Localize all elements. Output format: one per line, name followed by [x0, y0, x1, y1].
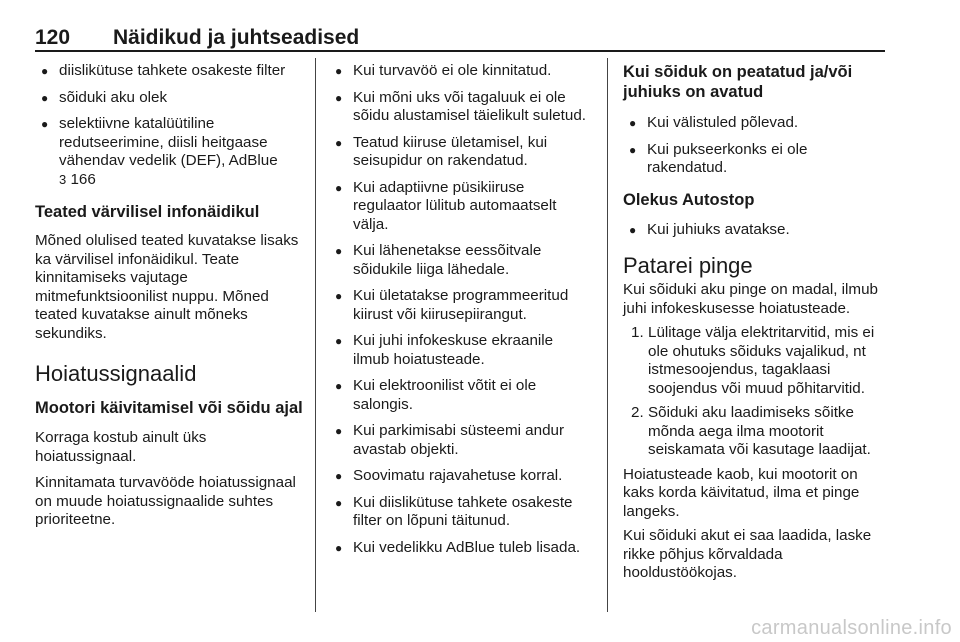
- list-item: [623, 404, 887, 460]
- list-item: [329, 332, 591, 369]
- list-item-text: Kui adaptiivne püsikiiruse regulaator lülitub automaatselt välja.: [353, 178, 557, 233]
- list-item-text: Kui vedelikku AdBlue tuleb lisada.: [353, 538, 581, 556]
- paragraph-message-disappears: Hoiatusteade kaob, kui mootorit on kaks korda käivitatud, ilma et pinge langeks.: [623, 465, 860, 520]
- list-item: [329, 242, 591, 279]
- bullet-icon: ●: [335, 495, 343, 510]
- column-1: [35, 62, 303, 530]
- list-item-text: Sõiduki aku laadimiseks sõitke mõnda aega ilma mootorit seiskamata või kasutage laadijat.: [648, 404, 871, 458]
- column-divider: [607, 58, 608, 612]
- step-number: 2.: [631, 404, 644, 421]
- list-item-text: selektiivne katalüütiline redutseerimine, diisli heitgaase vähendav vedelik (DEF), AdBlue: [59, 115, 278, 169]
- header-rule: [35, 50, 885, 52]
- list-item: [623, 141, 887, 178]
- list-item: [329, 467, 591, 486]
- page-reference-link[interactable]: 166: [70, 170, 96, 188]
- list-item: [329, 179, 591, 235]
- list-item-text: Kui juhi infokeskuse ekraanile ilmub hoiatusteade.: [353, 332, 554, 368]
- paragraph-battery-low: Kui sõiduki aku pinge on madal, ilmub juhi infokeskusesse hoiatusteade.: [623, 281, 878, 317]
- bullet-list: [35, 62, 303, 189]
- bullet-icon: ●: [335, 135, 343, 150]
- column-divider: [315, 58, 316, 612]
- list-item: [329, 494, 591, 531]
- bullet-icon: ●: [629, 222, 637, 237]
- bullet-list: [623, 221, 887, 240]
- list-item-text: Kui diislikütuse tahkete osakeste filter on lõpuni täitunud.: [353, 493, 573, 529]
- bullet-list: [623, 114, 887, 178]
- paragraph-seatbelt-priority: Kinnitamata turvavööde hoiatussignaal on muude hoiatussignaalide suhtes prioriteetne.: [35, 474, 296, 528]
- list-item: [35, 62, 303, 81]
- list-item: [35, 89, 303, 108]
- section-title: Näidikud ja juhtseadised: [113, 26, 360, 49]
- numbered-steps: [623, 324, 887, 460]
- paragraph-one-signal: Korraga kostub ainult üks hoiatussignaal.: [35, 429, 207, 465]
- list-item: [623, 114, 887, 133]
- list-item-text: Soovimatu rajavahetuse korral.: [353, 467, 563, 484]
- bullet-icon: ●: [335, 289, 343, 303]
- bullet-icon: ●: [335, 180, 343, 195]
- list-item: [329, 287, 591, 324]
- bullet-icon: ●: [629, 142, 637, 157]
- bullet-icon: ●: [335, 379, 343, 393]
- watermark: carmanualsonline.info: [751, 617, 952, 639]
- heading-battery-voltage: Patarei pinge: [623, 253, 753, 278]
- list-item-text: Teatud kiiruse ületamisel, kui seisupidur on rakendatud.: [353, 133, 548, 169]
- bullet-list: [329, 62, 591, 557]
- paragraph-cannot-charge: Kui sõiduki akut ei saa laadida, laske rikke põhjus kõrvaldada hooldustöökojas.: [623, 527, 872, 581]
- bullet-icon: ●: [335, 64, 343, 78]
- list-item: [329, 62, 591, 81]
- bullet-icon: ●: [629, 116, 637, 130]
- list-item-text: Lülitage välja elektritarvitid, mis ei ole ohutuks sõiduks vajalikud, nt istmesoojendus, tagaklaasi soojendus või muud põhitarvitid.: [648, 324, 875, 397]
- list-item-text: Kui mõni uks või tagaluuk ei ole sõidu alustamisel täielikult suletud.: [353, 88, 586, 124]
- heading-warning-signals: Hoiatussignaalid: [35, 361, 197, 386]
- bullet-icon: ●: [41, 117, 49, 131]
- list-item: [329, 89, 591, 126]
- bullet-icon: ●: [41, 64, 49, 78]
- bullet-icon: ●: [335, 334, 343, 348]
- bullet-icon: ●: [335, 424, 343, 438]
- list-item: [623, 324, 887, 398]
- heading-vehicle-parked: Kui sõiduk on peatatud ja/või juhiuks on avatud: [623, 63, 853, 101]
- column-2: [329, 62, 591, 565]
- list-item: [329, 422, 591, 459]
- page-header: [35, 22, 885, 52]
- list-item: [623, 221, 887, 240]
- bullet-icon: ●: [335, 540, 343, 555]
- page-number: 120: [35, 26, 71, 49]
- heading-engine-start: Mootori käivitamisel või sõidu ajal: [35, 399, 303, 417]
- list-item: [329, 377, 591, 414]
- list-item: [35, 115, 303, 189]
- list-item-text: Kui juhiuks avatakse.: [647, 220, 790, 238]
- bullet-icon: ●: [335, 469, 343, 483]
- list-item-text: Kui elektroonilist võtit ei ole salongis.: [353, 377, 537, 413]
- list-item: [329, 539, 591, 558]
- heading-autostop: Olekus Autostop: [623, 190, 755, 209]
- column-3: [623, 62, 887, 583]
- heading-colored-display: Teated värvilisel infonäidikul: [35, 203, 260, 221]
- paragraph-colored-display: Mõned olulised teated kuvatakse lisaks ka värvilisel infonäidikul. Teate kinnitamiseks vajutage mitmefunktsioonilist nuppu. Mõned teated kuvatakse ainult mõneks sekundiks.: [35, 232, 299, 342]
- list-item-text: diislikütuse tahkete osakeste filter: [59, 62, 286, 79]
- list-item-text: Kui välistuled põlevad.: [647, 114, 799, 131]
- bullet-icon: ●: [41, 90, 49, 105]
- xref-arrow-icon: 3: [59, 171, 67, 187]
- list-item-text: Kui parkimisabi süsteemi andur avastab objekti.: [353, 422, 565, 458]
- step-number: 1.: [631, 324, 644, 341]
- list-item-text: Kui ületatakse programmeeritud kiirust või kiirusepiirangut.: [353, 287, 569, 323]
- list-item-text: Kui lähenetakse eessõitvale sõidukile liiga lähedale.: [353, 242, 542, 278]
- list-item-text: sõiduki aku olek: [59, 88, 168, 106]
- bullet-icon: ●: [335, 244, 343, 258]
- list-item-text: Kui pukseerkonks ei ole rakendatud.: [647, 140, 808, 176]
- bullet-icon: ●: [335, 90, 343, 105]
- list-item: [329, 134, 591, 171]
- list-item-text: Kui turvavöö ei ole kinnitatud.: [353, 62, 552, 79]
